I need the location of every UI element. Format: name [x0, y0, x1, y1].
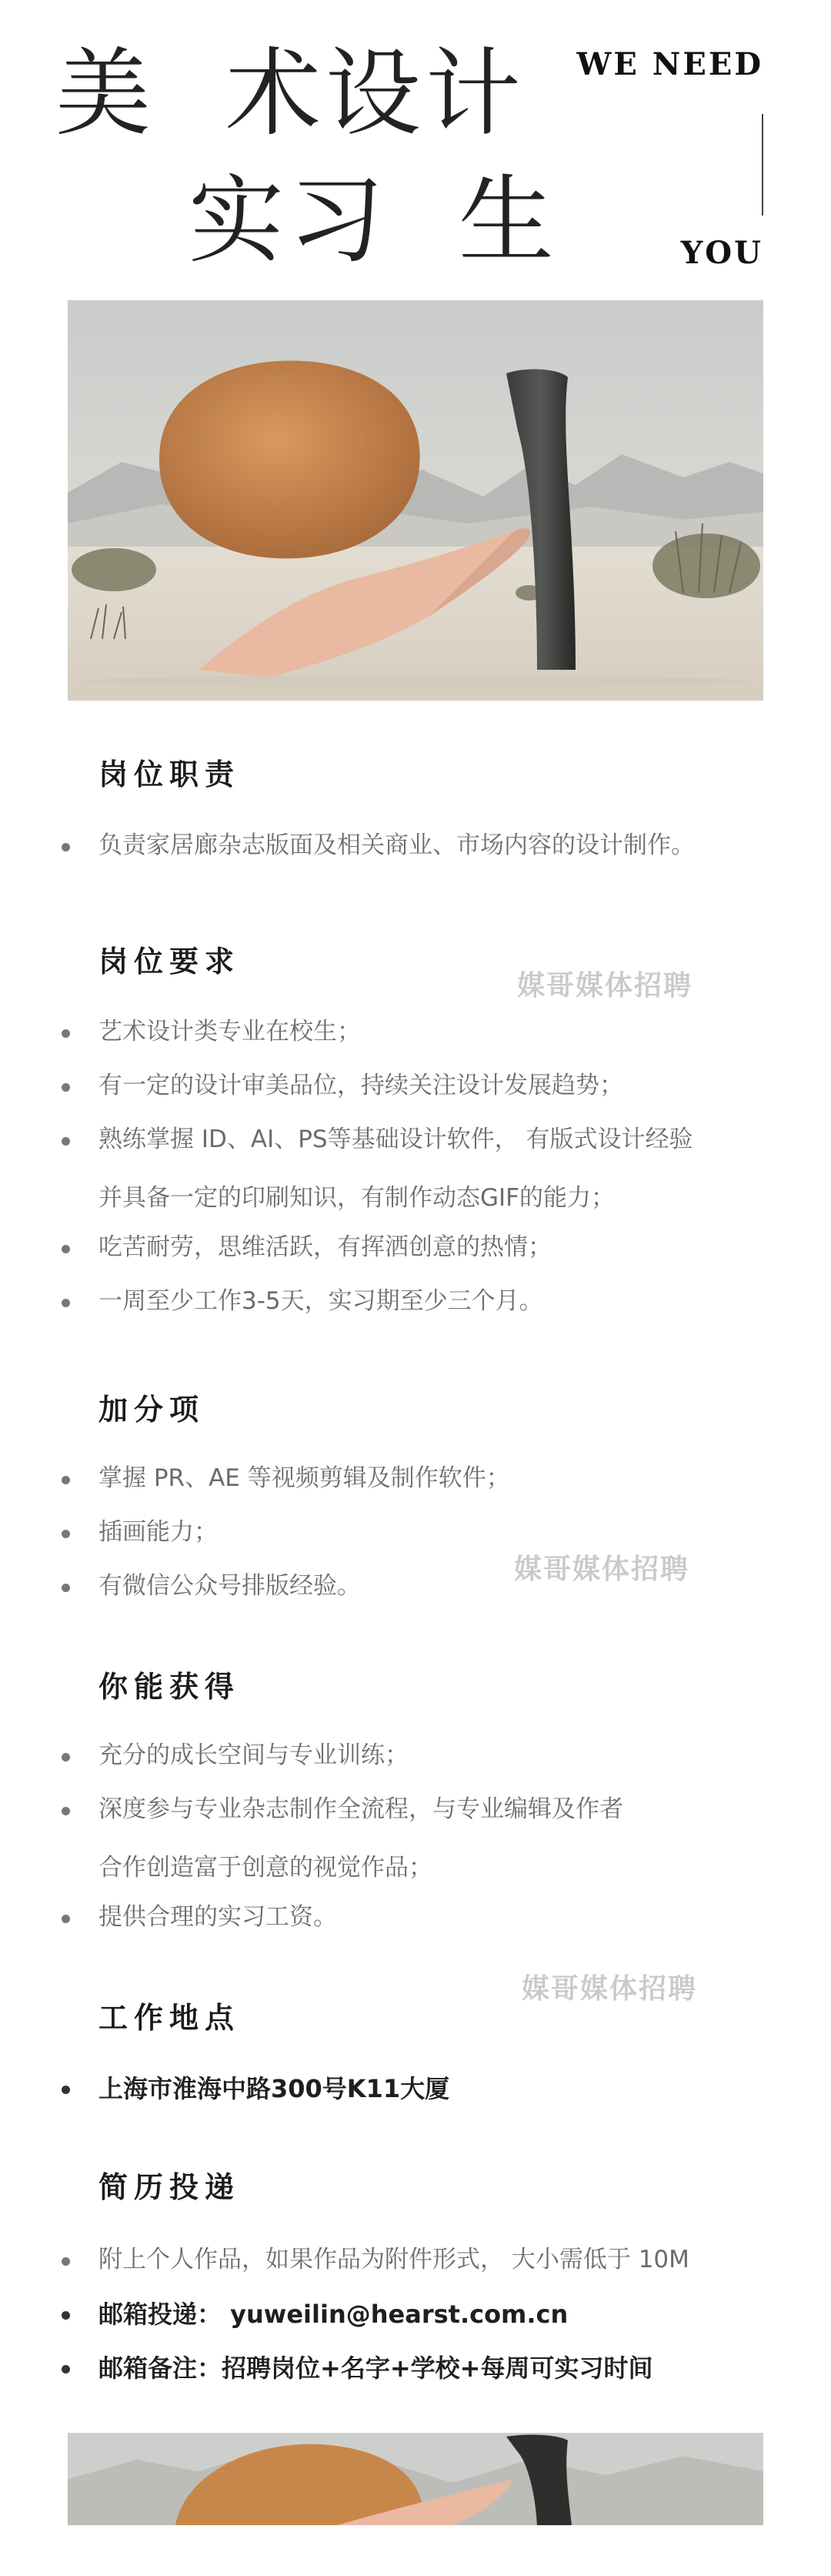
section-title-resume: 简历投递 [98, 2170, 241, 2204]
list-item-continuation: 并具备一定的印刷知识，有制作动态GIF的能力； [98, 1184, 615, 1212]
we-need-text: WE NEED [576, 46, 763, 82]
section-title-requirements: 岗位要求 [98, 945, 241, 979]
you-text: YOU [680, 235, 763, 271]
section-title-location: 工作地点 [98, 2001, 241, 2035]
watermark: 媒哥媒体招聘 [514, 1554, 690, 1585]
section-title-bonus: 加分项 [98, 1393, 205, 1427]
title-line-1: 美 术设计 [55, 38, 526, 149]
desert-sculpture-image-bottom [68, 2433, 763, 2525]
watermark: 媒哥媒体招聘 [522, 1973, 698, 2005]
bullet-dot [62, 843, 70, 851]
watermark: 媒哥媒体招聘 [517, 970, 693, 1002]
list-item-continuation: 合作创造富于创意的视觉作品； [98, 1854, 432, 1882]
section-title-duties: 岗位职责 [98, 758, 241, 791]
desert-sculpture-image [68, 300, 763, 701]
header-divider [762, 114, 763, 216]
section-title-benefits: 你能获得 [98, 1670, 241, 1704]
title-line-2: 实习 生 [189, 166, 559, 276]
